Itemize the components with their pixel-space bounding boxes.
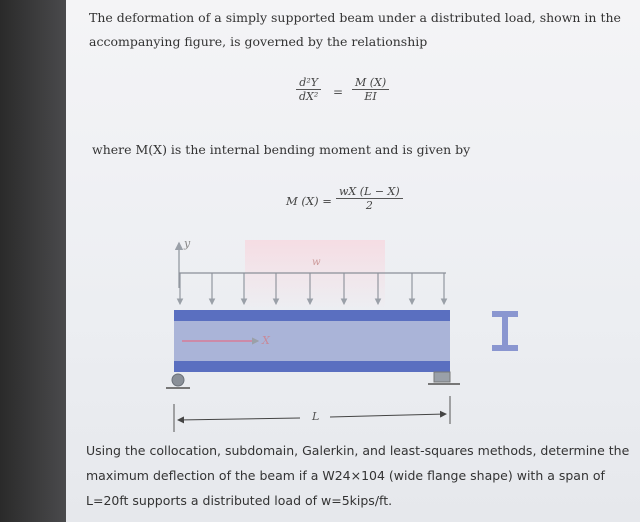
- eq1-rhs-denominator: EI: [352, 89, 389, 103]
- load-label: w: [312, 257, 321, 268]
- roller-support: [434, 372, 450, 382]
- eq2-lhs: M (X) =: [286, 194, 332, 208]
- span-arrow-right: [330, 414, 446, 417]
- middle-text: where M(X) is the internal bending moment and is given by: [92, 142, 471, 157]
- eq1-rhs-numerator: M (X): [355, 76, 387, 89]
- question-line-3: L=20ft supports a distributed load of w=5kips/ft.: [86, 493, 393, 508]
- pin-support: [172, 374, 184, 386]
- load-glow: [245, 240, 385, 310]
- eq1-lhs-denominator: dX²: [296, 89, 321, 103]
- question-line-2: maximum deflection of the beam if a W24×104 (wide flange shape) with a span of: [86, 468, 605, 483]
- eq1-lhs-numerator: d²Y: [299, 76, 318, 89]
- beam-top-flange: [174, 310, 450, 321]
- intro-line-1: The deformation of a simply supported beam under a distributed load, shown in the: [89, 10, 621, 25]
- span-arrow-left: [178, 418, 300, 420]
- intro-line-2: accompanying figure, is governed by the relationship: [89, 34, 428, 49]
- span-label: L: [312, 410, 320, 423]
- beam-bottom-flange: [174, 361, 450, 372]
- eq2-denominator: 2: [336, 198, 403, 212]
- question-line-1: Using the collocation, subdomain, Galerkin, and least-squares methods, determine the: [86, 443, 630, 458]
- i-beam-section-icon: [492, 311, 518, 351]
- eq1-equals: =: [333, 85, 344, 99]
- y-axis-label: y: [184, 237, 191, 250]
- eq2-numerator: wX (L − X): [339, 185, 400, 198]
- x-axis-label: X: [262, 334, 270, 347]
